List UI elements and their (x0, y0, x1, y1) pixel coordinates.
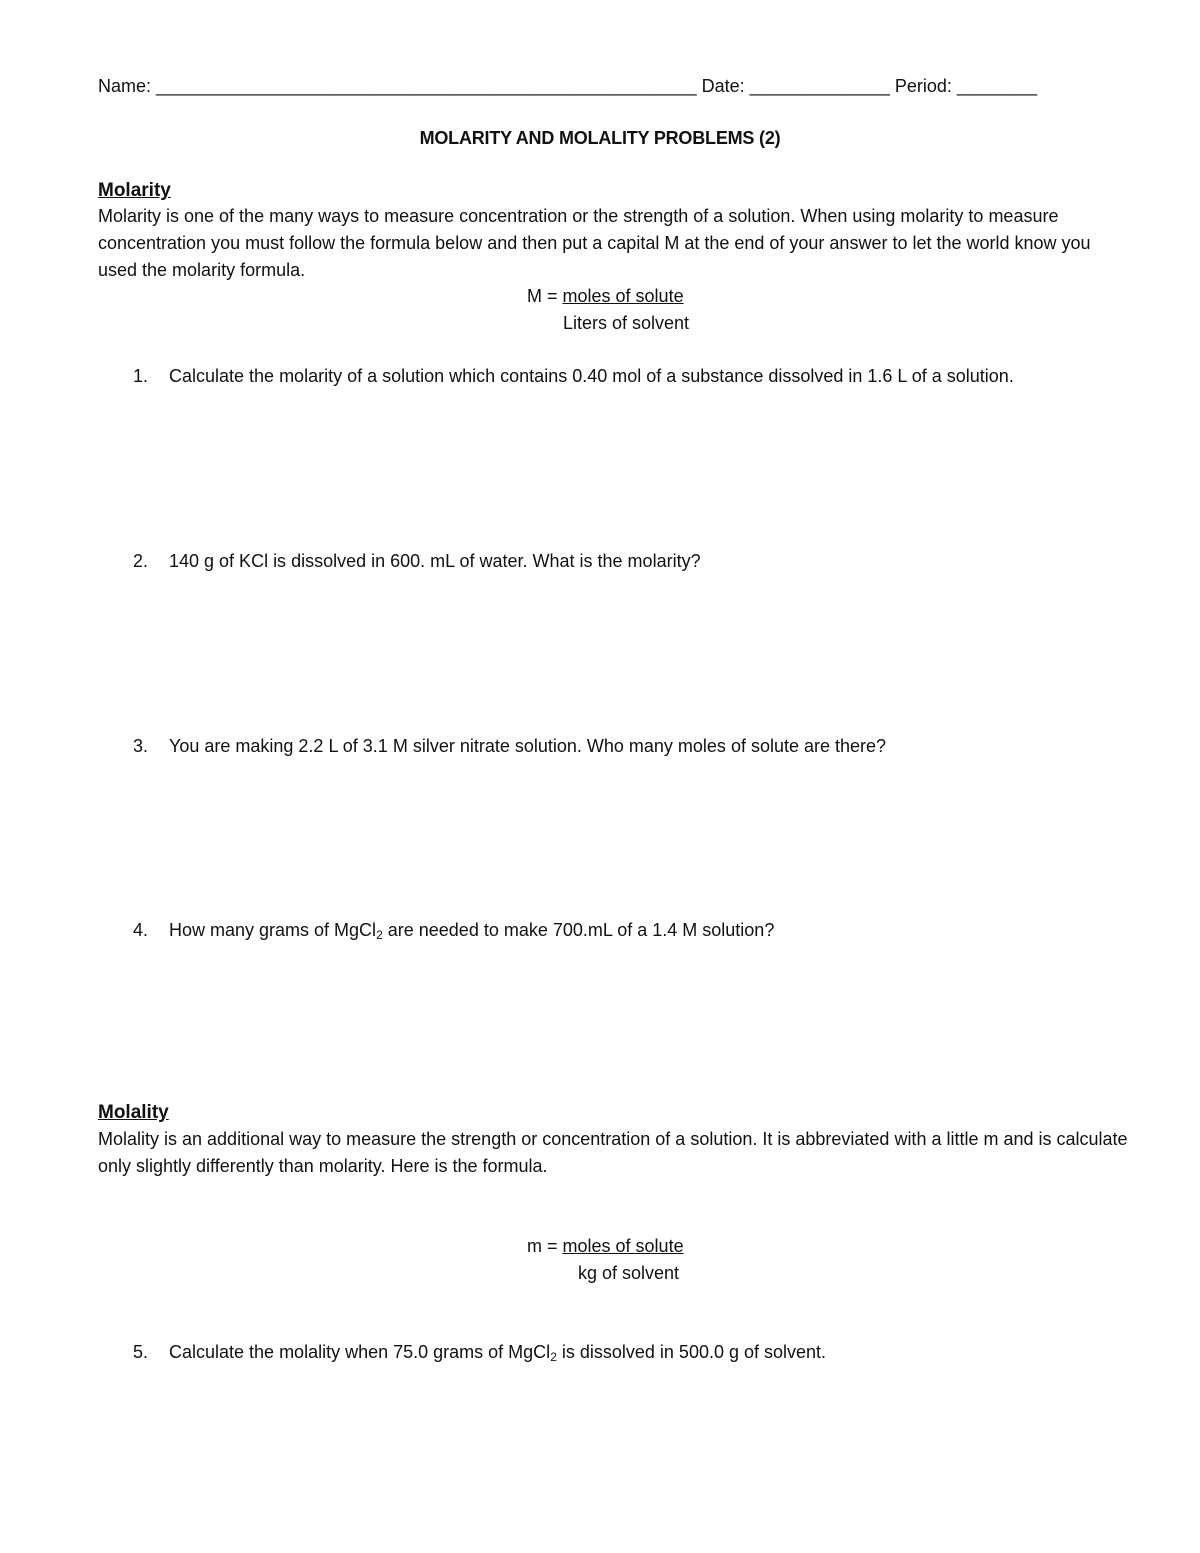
question-2 (133, 549, 1133, 573)
name-label: Name: (98, 76, 152, 96)
period-label: Period: (894, 76, 952, 96)
question-text: Calculate the molarity of a solution which contains 0.40 mol of a substance dissolved in 1.6 L of a solution. (169, 366, 1014, 386)
molality-formula-numerator: moles of solute (562, 1236, 684, 1256)
molarity-formula-numerator: moles of solute (562, 286, 684, 306)
molality-formula-denominator: kg of solvent (578, 1263, 680, 1283)
question-text-start: Calculate the molality when 75.0 grams of MgCl (169, 1342, 551, 1362)
question-number: 1. (133, 366, 149, 386)
molality-formula-lhs: m = (527, 1236, 563, 1256)
question-text: 140 g of KCl is dissolved in 600. mL of water. What is the molarity? (169, 551, 701, 571)
molarity-heading: Molarity (98, 180, 171, 201)
page-title: MOLARITY AND MOLALITY PROBLEMS (2) (419, 128, 781, 148)
subscript: 2 (376, 928, 383, 942)
molality-description: Molality is an additional way to measure the strength or concentration of a solution. It is abbreviated with a little m and is calculate only slightly differently than molarity. Here is the formula. (98, 1129, 1128, 1176)
question-text-end: is dissolved in 500.0 g of solvent. (556, 1342, 827, 1362)
name-line: ______________________________________________________ (156, 76, 697, 96)
header-fields (98, 74, 1128, 98)
period-line: ________ (956, 76, 1038, 96)
question-3 (133, 734, 1133, 758)
molality-heading: Molality (98, 1102, 169, 1123)
question-text: You are making 2.2 L of 3.1 M silver nitrate solution. Who many moles of solute are there? (169, 736, 887, 756)
molarity-formula-lhs: M = (527, 286, 563, 306)
question-number: 5. (133, 1342, 149, 1362)
molarity-formula (527, 284, 684, 308)
question-number: 3. (133, 736, 149, 756)
question-1 (133, 364, 1133, 388)
question-number: 4. (133, 920, 149, 940)
question-4 (133, 918, 1133, 947)
date-label: Date: (701, 76, 745, 96)
subscript: 2 (550, 1350, 557, 1364)
date-line: ______________ (749, 76, 890, 96)
question-text-end: are needed to make 700.mL of a 1.4 M solution? (382, 920, 775, 940)
molality-formula (527, 1234, 684, 1258)
molarity-formula-denominator: Liters of solvent (563, 313, 690, 333)
question-text-start: How many grams of MgCl (169, 920, 377, 940)
question-number: 2. (133, 551, 149, 571)
molarity-description: Molarity is one of the many ways to measure concentration or the strength of a solution. When using molarity to measure concentration you must follow the formula below and then put a capital M at the end of your answer to let the world know you used the molarity formula. (98, 206, 1091, 280)
question-5 (133, 1340, 1133, 1369)
